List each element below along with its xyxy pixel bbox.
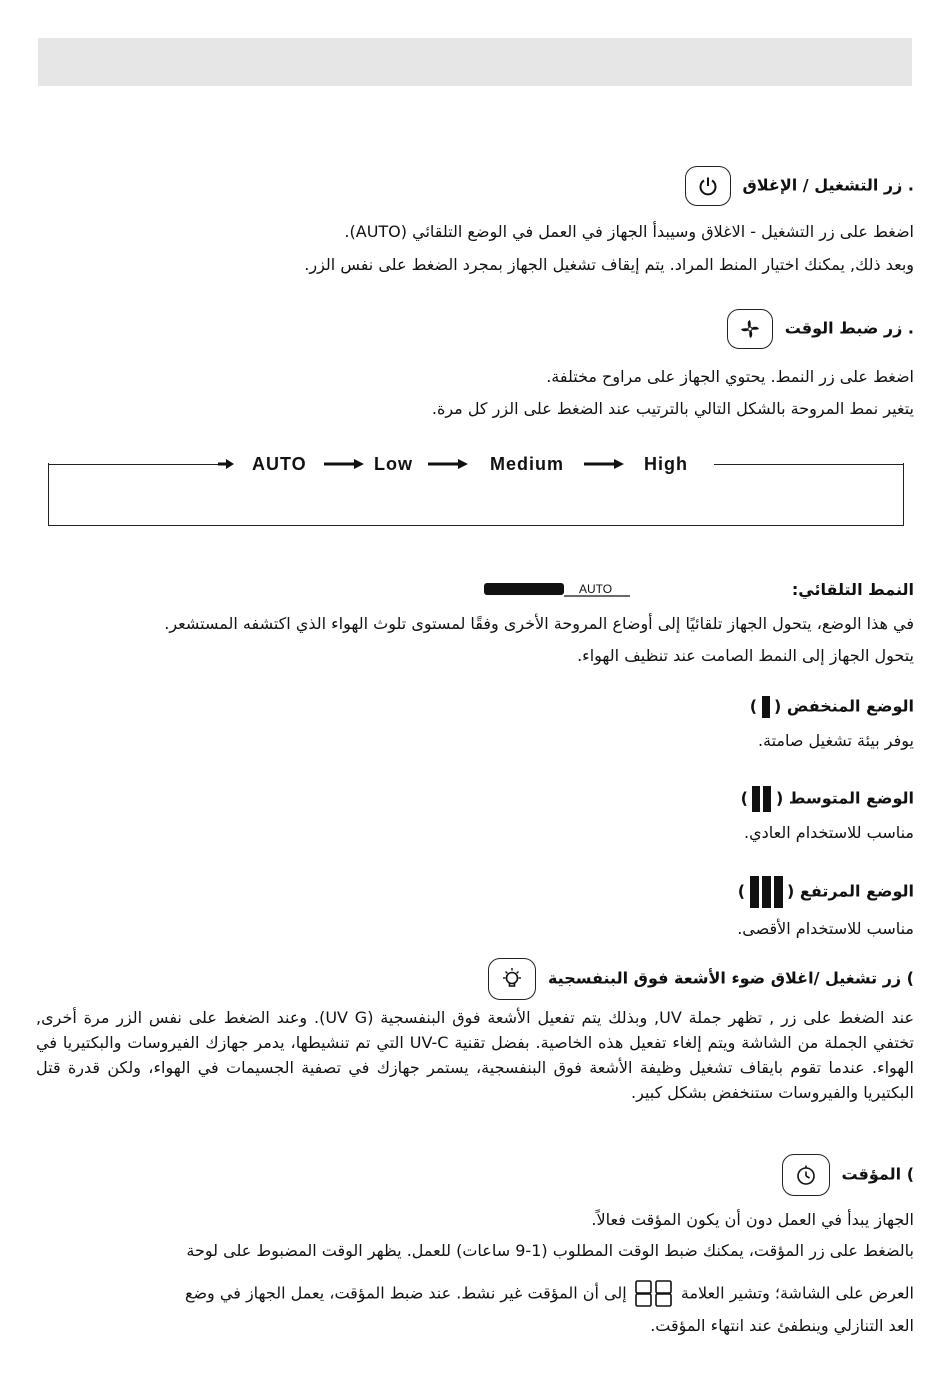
uv-heading-text: ) زر تشغيل /اغلاق ضوء الأشعة فوق البنفسجية — [547, 968, 914, 988]
flow-line-start — [48, 464, 220, 465]
high-speed-icon — [748, 876, 784, 908]
uv-section-heading — [36, 958, 914, 1000]
power-line-1: اضغط على زر التشغيل - الاغلاق وسيبدأ الجهاز في العمل في الوضع التلقائي (AUTO). — [344, 222, 914, 241]
fan-cycle-flow — [48, 452, 904, 476]
arrow-icon — [324, 456, 364, 472]
fan-heading-text: . زر ضبط الوقت — [784, 318, 914, 338]
segment-display-icon — [635, 1280, 673, 1308]
header-bar — [38, 38, 912, 86]
low-mode-heading: الوضع المنخفض () — [36, 696, 914, 718]
flow-step-high: High — [644, 454, 688, 474]
timer-line-3 — [36, 1280, 914, 1308]
mid-mode-heading-text: الوضع المتوسط — [788, 788, 914, 808]
power-line-2: وبعد ذلك, يمكنك اختيار المنط المراد. يتم إيقاف تشغيل الجهاز بمجرد الضغط على نفس الزر. — [304, 255, 914, 274]
power-icon — [685, 166, 731, 206]
fan-section-heading — [36, 309, 914, 349]
arrow-icon — [218, 456, 234, 472]
mid-mode-heading: الوضع المتوسط () — [36, 786, 914, 812]
flow-step-auto: AUTO — [252, 454, 307, 474]
fan-line-2: يتغير نمط المروحة بالشكل التالي بالترتيب عند الضغط على الزر كل مرة. — [431, 399, 914, 418]
uv-paragraph: عند الضغط على زر , تظهر جملة UV, وبذلك يتم تفعيل الأشعة فوق البنفسجية (UV G). وعند الضغط على نفس الزر مرة أخرى, تختفي الجملة من الشاشة ويتم إلغاء تفعيل هذه الخاصية. بفضل تقنية UV-C التي تم تنشيطها، يدمر جهازك الفيروسات والبكتيريا في الهواء. عندما تقوم بايقاف تشغيل وظيفة الأشعة فوق البنفسجية، يستمر جهازك في تصفية الجسيمات في الهواء، ولكن قدرة قتل البكتيريا والفيروسات ستنخفض بشكل كبير. — [36, 1008, 915, 1102]
lightbulb-icon — [488, 958, 536, 1000]
timer-line-3-start: العرض على الشاشة؛ وتشير العلامة — [680, 1283, 914, 1303]
power-heading-text: . زر التشغيل / الإغلاق — [742, 175, 914, 195]
auto-mode-heading: النمط التلقائي: — [791, 580, 914, 599]
fan-icon — [727, 309, 773, 349]
high-mode-heading-text: الوضع المرتفع — [799, 881, 914, 901]
low-speed-icon — [760, 696, 771, 718]
timer-line-3-end: إلى أن المؤقت غير نشط. عند ضبط المؤقت، يعمل الجهاز في وضع — [184, 1283, 627, 1303]
arrow-icon — [428, 456, 468, 472]
timer-section-heading — [36, 1154, 914, 1196]
high-mode-heading: الوضع المرتفع () — [36, 876, 914, 908]
timer-line-1: الجهاز يبدأ في العمل دون أن يكون المؤقت فعالاً. — [591, 1210, 914, 1229]
medium-speed-icon — [751, 786, 773, 812]
auto-mode-line-2: يتحول الجهاز إلى النمط الصامت عند تنظيف الهواء. — [577, 646, 914, 665]
flow-line-end — [714, 464, 904, 465]
mid-mode-line-1: مناسب للاستخدام العادي. — [744, 823, 914, 842]
flow-step-low: Low — [374, 454, 413, 474]
low-mode-heading-text: الوضع المنخفض — [786, 696, 914, 716]
timer-line-2: بالضغط على زر المؤقت، يمكنك ضبط الوقت المطلوب (1-9 ساعات) للعمل. يظهر الوقت المضبوط على لوحة — [186, 1241, 914, 1260]
timer-heading-text: ) المؤقت — [841, 1164, 914, 1184]
fan-line-1: اضغط على زر النمط. يحتوي الجهاز على مراوح مختلفة. — [546, 367, 914, 386]
timer-line-4: العد التنازلي وينطفئ عند انتهاء المؤقت. — [650, 1316, 914, 1335]
high-mode-line-1: مناسب للاستخدام الأقصى. — [737, 919, 914, 938]
auto-mode-line-1: في هذا الوضع، يتحول الجهاز تلقائيًا إلى أوضاع المروحة الأخرى وفقًا لمستوى تلوث الهواء الذي اكتشفه المستشعر. — [164, 614, 914, 633]
auto-badge-label: AUTO — [579, 582, 613, 596]
low-mode-line-1: يوفر بيئة تشغيل صامتة. — [757, 731, 914, 750]
timer-icon — [782, 1154, 830, 1196]
flow-step-medium: Medium — [490, 454, 565, 474]
power-section-heading — [36, 166, 914, 206]
arrow-icon — [584, 456, 624, 472]
auto-badge — [484, 580, 630, 598]
